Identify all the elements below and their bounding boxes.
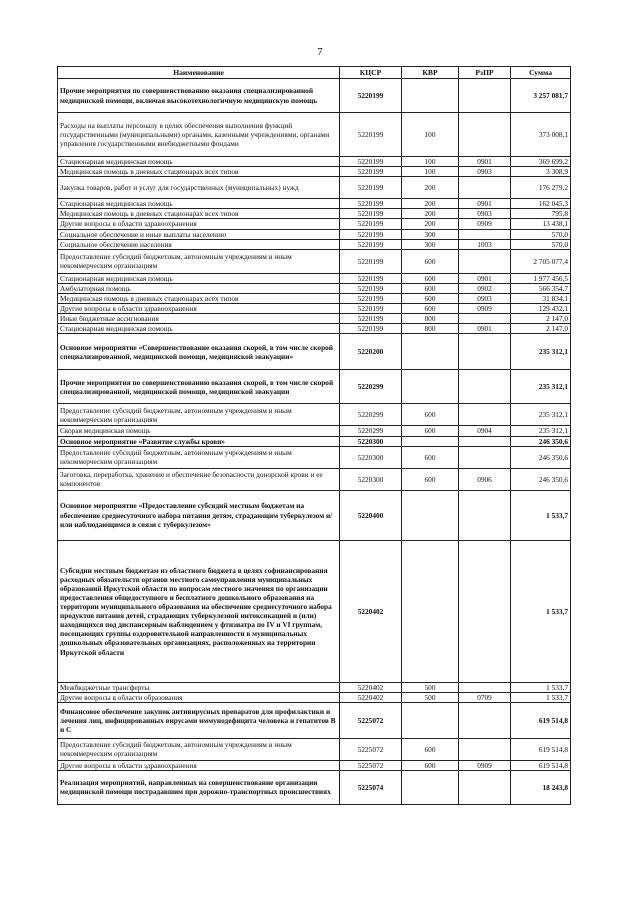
cell-sum: 18 243,8 [511,770,571,804]
table-row [58,113,571,157]
header-kvr: КВР [402,67,459,79]
cell-sum: 566 354,7 [511,283,571,293]
table-row [58,426,571,436]
cell-kcsr: 5220199 [340,239,402,249]
table-row [58,229,571,239]
cell-sum: 619 514,8 [511,738,571,760]
cell-kcsr: 5220300 [340,468,402,490]
cell-kvr: 600 [402,426,459,436]
cell-kcsr: 5220199 [340,304,402,314]
table-row [58,177,571,199]
cell-name: Амбулаторная помощь [58,283,340,293]
cell-sum: 1 533,7 [511,490,571,540]
table-row [58,490,571,540]
cell-sum: 2 147,0 [511,314,571,324]
cell-rzpr: 0909 [459,304,511,314]
cell-kcsr: 5220199 [340,209,402,219]
cell-name: Иные бюджетные ассигнования [58,314,340,324]
cell-name: Межбюджетные трансферты [58,682,340,692]
cell-kvr: 100 [402,113,459,157]
table-row [58,273,571,283]
cell-kvr: 300 [402,229,459,239]
cell-sum: 1 533,7 [511,540,571,682]
cell-kvr: 600 [402,446,459,468]
cell-name: Субсидии местным бюджетам из областного бюджета в целях софинансирования расходных обязательств органов местного самоуправления муниципальных образований Иркутской области по вопросам местного значения по организации предоставления общедоступного и бесплатного дошкольного образования на территории муниципального образования на обеспечение среднесуточного набора продуктов питания детей, страдающих туберкулезной интоксикацией и (или) находящихся под диспансерным наблюдением у фтизиатра по IV и VI группам, посещающих группы оздоровительной направленности в муниципальных дошкольных образовательных организациях, расположенных на территории Иркутской области [58,540,340,682]
cell-sum: 570,0 [511,229,571,239]
cell-rzpr [459,370,511,404]
cell-rzpr [459,177,511,199]
cell-rzpr [459,436,511,446]
cell-name: Другие вопросы в области здравоохранения [58,760,340,770]
table-row [58,249,571,273]
cell-sum: 1 977 456,5 [511,273,571,283]
cell-kvr: 100 [402,167,459,177]
cell-sum: 235 312,1 [511,370,571,404]
cell-kcsr: 5220199 [340,79,402,113]
cell-kvr [402,770,459,804]
cell-kcsr: 5225074 [340,770,402,804]
cell-sum: 3 257 081,7 [511,79,571,113]
cell-rzpr [459,770,511,804]
cell-sum: 235 312,1 [511,334,571,370]
cell-rzpr [459,490,511,540]
cell-kvr [402,334,459,370]
cell-rzpr: 0902 [459,283,511,293]
cell-kcsr: 5220400 [340,490,402,540]
cell-rzpr: 0904 [459,426,511,436]
cell-kvr: 500 [402,692,459,702]
cell-sum: 235 312,1 [511,404,571,426]
cell-kcsr: 5220199 [340,293,402,303]
cell-name: Финансовое обеспечение закупок антивирусных препаратов для профилактики и лечения лиц, инфицированных вирусами иммунодефицита человека и гепатитов В и С [58,702,340,738]
cell-kvr: 200 [402,209,459,219]
cell-name: Прочие мероприятия по совершенствованию оказания скорой, в том числе скорой специализированной, медицинской помощи, медицинской эвакуации [58,370,340,404]
cell-name: Скорая медицинская помощь [58,426,340,436]
table-row [58,219,571,229]
cell-kvr: 300 [402,239,459,249]
cell-rzpr: 0901 [459,273,511,283]
table-row [58,334,571,370]
cell-kvr: 600 [402,468,459,490]
table-row [58,324,571,334]
cell-kcsr: 5220199 [340,249,402,273]
table-row [58,304,571,314]
cell-rzpr [459,682,511,692]
cell-name: Заготовка, переработка, хранение и обеспечение безопасности донорской крови и ее компонентов [58,468,340,490]
cell-kvr: 600 [402,273,459,283]
cell-rzpr: 1003 [459,239,511,249]
cell-kvr: 600 [402,283,459,293]
cell-kcsr: 5220299 [340,404,402,426]
cell-kvr: 200 [402,199,459,209]
table-row [58,79,571,113]
cell-kcsr: 5220199 [340,229,402,239]
cell-rzpr [459,249,511,273]
cell-rzpr [459,404,511,426]
cell-name: Закупка товаров, работ и услуг для государственных (муниципальных) нужд [58,177,340,199]
cell-rzpr: 0909 [459,760,511,770]
cell-name: Прочие мероприятия по совершенствованию оказания специализированной медицинской помощи, включая высокотехнологичную медицинскую помощь [58,79,340,113]
table-row [58,446,571,468]
cell-kcsr: 5220300 [340,446,402,468]
cell-name: Медицинская помощь в дневных стационарах всех типов [58,209,340,219]
cell-sum: 246 350,6 [511,468,571,490]
table-row [58,770,571,804]
cell-sum: 373 008,1 [511,113,571,157]
header-kcsr: КЦСР [340,67,402,79]
cell-kcsr: 5220402 [340,692,402,702]
table-row [58,540,571,682]
cell-kcsr: 5220299 [340,426,402,436]
cell-kvr: 800 [402,314,459,324]
cell-sum: 13 438,1 [511,219,571,229]
table-body [58,79,571,805]
cell-kvr: 500 [402,682,459,692]
table-row [58,468,571,490]
cell-name: Другие вопросы в области здравоохранения [58,304,340,314]
cell-kcsr: 5220200 [340,334,402,370]
cell-rzpr [459,229,511,239]
cell-rzpr: 0901 [459,157,511,167]
cell-kcsr: 5220199 [340,157,402,167]
cell-kcsr: 5220199 [340,167,402,177]
cell-rzpr: 0906 [459,468,511,490]
cell-kcsr: 5220199 [340,113,402,157]
cell-rzpr [459,113,511,157]
cell-rzpr [459,446,511,468]
table-row [58,157,571,167]
cell-kvr: 600 [402,304,459,314]
cell-sum: 31 834,1 [511,293,571,303]
cell-name: Расходы на выплаты персоналу в целях обеспечения выполнения функций государственными (муниципальными) органами, казенными учреждениями, органами управления государственными внебюджетными фондами [58,113,340,157]
table-row [58,167,571,177]
cell-name: Медицинская помощь в дневных стационарах всех типов [58,293,340,303]
cell-name: Другие вопросы в области здравоохранения [58,219,340,229]
cell-sum: 1 533,7 [511,692,571,702]
cell-kcsr: 5220300 [340,436,402,446]
table-row [58,404,571,426]
cell-kvr: 600 [402,293,459,303]
cell-kcsr: 5220199 [340,219,402,229]
cell-sum: 129 432,1 [511,304,571,314]
cell-kvr: 600 [402,738,459,760]
cell-rzpr: 0909 [459,219,511,229]
cell-rzpr [459,702,511,738]
cell-rzpr [459,334,511,370]
cell-rzpr: 0709 [459,692,511,702]
cell-kvr: 600 [402,404,459,426]
cell-sum: 246 350,6 [511,436,571,446]
table-row [58,738,571,760]
cell-kcsr: 5225072 [340,738,402,760]
cell-sum: 619 514,8 [511,760,571,770]
cell-sum: 2 705 077,4 [511,249,571,273]
cell-kvr: 600 [402,760,459,770]
cell-kcsr: 5220199 [340,177,402,199]
cell-name: Социальное обеспечение и иные выплаты населению [58,229,340,239]
cell-kcsr: 5220199 [340,314,402,324]
cell-kvr [402,702,459,738]
cell-kvr: 200 [402,219,459,229]
cell-kcsr: 5220199 [340,199,402,209]
header-rzpr: РзПР [459,67,511,79]
header-sum: Сумма [511,67,571,79]
table-row [58,314,571,324]
cell-name: Предоставление субсидий бюджетным, автономным учреждениям и иным некоммерческим организациям [58,249,340,273]
cell-rzpr: 0903 [459,209,511,219]
cell-kvr [402,540,459,682]
cell-sum: 176 279,2 [511,177,571,199]
cell-name: Предоставление субсидий бюджетным, автономным учреждениям и иным некоммерческим организациям [58,404,340,426]
table-row [58,199,571,209]
table-row [58,760,571,770]
cell-kvr [402,436,459,446]
cell-kcsr: 5220199 [340,273,402,283]
cell-sum: 235 312,1 [511,426,571,436]
cell-name: Стационарная медицинская помощь [58,324,340,334]
cell-rzpr: 0901 [459,199,511,209]
cell-kvr [402,490,459,540]
cell-name: Реализация мероприятий, направленных на совершенствование организации медицинской помощи пострадавшим при дорожно-транспортных происшествиях [58,770,340,804]
cell-name: Социальное обеспечение населения [58,239,340,249]
budget-table [57,66,571,805]
cell-rzpr [459,314,511,324]
cell-sum: 162 045,3 [511,199,571,209]
cell-rzpr [459,79,511,113]
cell-name: Медицинская помощь в дневных стационарах всех типов [58,167,340,177]
table-row [58,702,571,738]
table-row [58,209,571,219]
table-row [58,239,571,249]
cell-name: Основное мероприятие «Развитие службы крови» [58,436,340,446]
cell-sum: 570,0 [511,239,571,249]
cell-name: Основное мероприятие «Предоставление субсидий местным бюджетам на обеспечение среднесуточного набора питания детям, страдающим туберкулезом и/или наблюдающимся в связи с туберкулезом» [58,490,340,540]
cell-kcsr: 5220402 [340,682,402,692]
header-name: Наименование [58,67,340,79]
cell-kvr [402,79,459,113]
table-row [58,682,571,692]
cell-name: Предоставление субсидий бюджетным, автономным учреждениям и иным некоммерческим организациям [58,738,340,760]
cell-sum: 2 147,0 [511,324,571,334]
cell-kcsr: 5225072 [340,702,402,738]
cell-name: Стационарная медицинская помощь [58,199,340,209]
cell-rzpr: 0903 [459,167,511,177]
cell-rzpr [459,540,511,682]
cell-rzpr: 0903 [459,293,511,303]
cell-name: Стационарная медицинская помощь [58,157,340,167]
table-row [58,436,571,446]
cell-kvr: 200 [402,177,459,199]
cell-sum: 619 514,8 [511,702,571,738]
cell-kcsr: 5220199 [340,324,402,334]
cell-sum: 246 350,6 [511,446,571,468]
cell-name: Другие вопросы в области образования [58,692,340,702]
cell-kcsr: 5220199 [340,283,402,293]
cell-kvr: 600 [402,249,459,273]
table-row [58,293,571,303]
table-row [58,283,571,293]
table-row [58,692,571,702]
page-number: 7 [317,46,323,58]
cell-sum: 369 699,2 [511,157,571,167]
cell-sum: 1 533,7 [511,682,571,692]
table-header-row [58,67,571,79]
cell-kvr [402,370,459,404]
cell-name: Предоставление субсидий бюджетным, автономным учреждениям и иным некоммерческим организациям [58,446,340,468]
cell-kvr: 800 [402,324,459,334]
cell-name: Основное мероприятие «Совершенствование оказания скорой, в том числе скорой специализированной, медицинской помощи, медицинской эвакуации» [58,334,340,370]
cell-kcsr: 5220299 [340,370,402,404]
cell-name: Стационарная медицинская помощь [58,273,340,283]
cell-rzpr: 0901 [459,324,511,334]
cell-kcsr: 5220402 [340,540,402,682]
cell-rzpr [459,738,511,760]
cell-sum: 795,8 [511,209,571,219]
cell-kcsr: 5225072 [340,760,402,770]
table-row [58,370,571,404]
cell-sum: 3 308,9 [511,167,571,177]
cell-kvr: 100 [402,157,459,167]
